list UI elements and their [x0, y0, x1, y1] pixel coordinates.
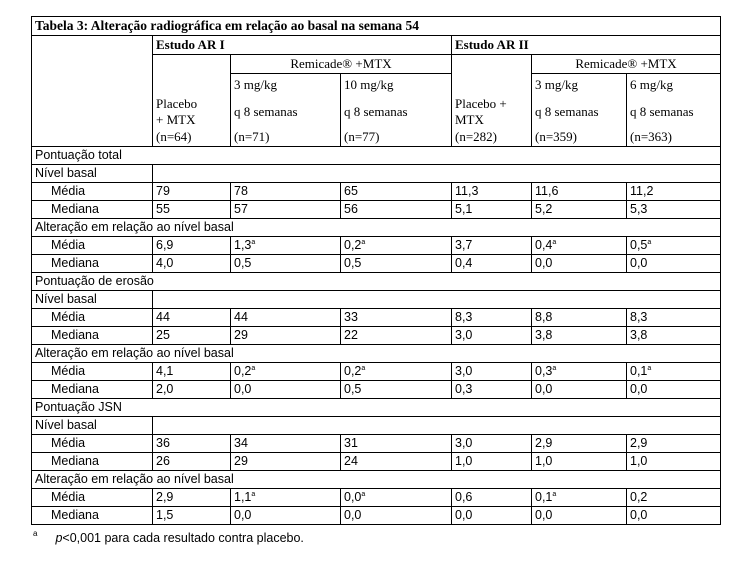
table-row [32, 309, 721, 327]
footnote-marker-ref: a [361, 365, 366, 372]
cell-value: 3,0 [455, 328, 473, 342]
value-cell [231, 201, 341, 219]
group-label: Nível basal [32, 165, 153, 183]
study-ar2-header: Estudo AR II [452, 36, 721, 55]
footnote-marker: a [33, 529, 38, 538]
group-label: Nível basal [32, 291, 153, 309]
value-cell [627, 507, 721, 525]
value-cell [452, 453, 532, 471]
footnote-marker-ref: a [552, 365, 557, 372]
footnote-marker-ref: a [552, 491, 557, 498]
value-cell [341, 309, 452, 327]
value-cell [153, 183, 231, 201]
cell-value: 3,7 [455, 238, 473, 252]
value-cell [231, 453, 341, 471]
value-cell [341, 489, 452, 507]
value-cell [341, 201, 452, 219]
study-ar1-header: Estudo AR I [153, 36, 452, 55]
group-label: Nível basal [32, 417, 153, 435]
cell-value: 0,2 [344, 238, 362, 252]
value-cell [532, 489, 627, 507]
value-cell [532, 201, 627, 219]
cell-value: 0,2 [344, 364, 362, 378]
value-cell [231, 381, 341, 399]
footnote-p: p [55, 531, 63, 545]
value-cell [627, 309, 721, 327]
value-cell [627, 327, 721, 345]
cell-value: 0,0 [455, 508, 473, 522]
cell-value: 34 [234, 436, 248, 450]
table-row [32, 255, 721, 273]
footnote-marker-ref: a [251, 491, 256, 498]
footnote-marker-ref: a [361, 491, 366, 498]
cell-value: 0,4 [455, 256, 473, 270]
cell-value: 2,9 [535, 436, 553, 450]
n-header-row [32, 128, 721, 147]
value-cell [153, 453, 231, 471]
cell-value: 2,9 [156, 490, 174, 504]
value-cell [341, 507, 452, 525]
value-cell [627, 363, 721, 381]
group-row [32, 219, 721, 237]
cell-value: 1,3 [234, 238, 252, 252]
row-label: Mediana [32, 381, 153, 399]
group-row [32, 345, 721, 363]
cell-value: 57 [234, 202, 248, 216]
cell-value: 11,2 [630, 184, 654, 198]
n-6mg-ar2: (n=363) [627, 128, 721, 147]
cell-value: 0,0 [234, 508, 252, 522]
group-label: Alteração em relação ao nível basal [32, 219, 721, 237]
col-header-3mg-ar2: 3 mg/kg q 8 semanas [532, 74, 627, 129]
row-label: Mediana [32, 327, 153, 345]
cell-value: 29 [234, 328, 248, 342]
table-row [32, 237, 721, 255]
cell-value: 29 [234, 454, 248, 468]
row-label: Média [32, 183, 153, 201]
value-cell [532, 309, 627, 327]
cell-value: 8,8 [535, 310, 553, 324]
value-cell [532, 363, 627, 381]
cell-value: 22 [344, 328, 358, 342]
value-cell [153, 237, 231, 255]
value-cell [627, 183, 721, 201]
value-cell [231, 237, 341, 255]
cell-value: 44 [156, 310, 170, 324]
col-header-10mg-ar1: 10 mg/kg q 8 semanas [341, 74, 452, 129]
value-cell [153, 435, 231, 453]
n-10mg-ar1: (n=77) [341, 128, 452, 147]
value-cell [341, 327, 452, 345]
cell-value: 1,0 [455, 454, 473, 468]
cell-value: 5,2 [535, 202, 553, 216]
value-cell [153, 381, 231, 399]
section-title: Pontuação total [32, 147, 721, 165]
value-cell [627, 201, 721, 219]
value-cell [341, 237, 452, 255]
dose-header-row [32, 74, 721, 129]
n-placebo-ar1: (n=64) [153, 128, 231, 147]
value-cell [627, 381, 721, 399]
cell-value: 0,0 [344, 508, 362, 522]
cell-value: 11,3 [455, 184, 479, 198]
section-title: Pontuação JSN [32, 399, 721, 417]
value-cell [153, 489, 231, 507]
row-label: Média [32, 489, 153, 507]
section-row [32, 399, 721, 417]
cell-value: 0,5 [344, 256, 362, 270]
footnote-marker-ref: a [552, 239, 557, 246]
value-cell [627, 255, 721, 273]
cell-value: 0,5 [630, 238, 648, 252]
value-cell [532, 381, 627, 399]
value-cell [231, 255, 341, 273]
cell-value: 1,1 [234, 490, 252, 504]
cell-value: 0,5 [234, 256, 252, 270]
value-cell [341, 255, 452, 273]
cell-value: 2,9 [630, 436, 648, 450]
row-label: Mediana [32, 201, 153, 219]
footnote [33, 531, 304, 545]
value-cell [231, 183, 341, 201]
cell-value: 56 [344, 202, 358, 216]
value-cell [231, 309, 341, 327]
cell-value: 24 [344, 454, 358, 468]
value-cell [452, 381, 532, 399]
cell-value: 4,1 [156, 364, 174, 378]
table-row [32, 327, 721, 345]
value-cell [452, 435, 532, 453]
group-row [32, 471, 721, 489]
value-cell [231, 327, 341, 345]
value-cell [341, 453, 452, 471]
cell-value: 6,9 [156, 238, 174, 252]
cell-value: 0,3 [455, 382, 473, 396]
value-cell [627, 453, 721, 471]
value-cell [341, 183, 452, 201]
value-cell [341, 363, 452, 381]
cell-value: 0,6 [455, 490, 473, 504]
cell-value: 5,3 [630, 202, 648, 216]
footnote-marker-ref: a [251, 239, 256, 246]
value-cell [153, 201, 231, 219]
cell-value: 65 [344, 184, 358, 198]
table-body [32, 147, 721, 525]
cell-value: 1,0 [630, 454, 648, 468]
cell-value: 4,0 [156, 256, 174, 270]
n-placebo-ar2: (n=282) [452, 128, 532, 147]
cell-value: 78 [234, 184, 248, 198]
table-title: Tabela 3: Alteração radiográfica em relação ao basal na semana 54 [32, 17, 721, 36]
value-cell [452, 327, 532, 345]
footnote-marker-ref: a [647, 239, 652, 246]
table-row [32, 435, 721, 453]
remicade-header-row [32, 55, 721, 74]
value-cell [153, 363, 231, 381]
row-label: Mediana [32, 255, 153, 273]
section-title: Pontuação de erosão [32, 273, 721, 291]
cell-value: 0,5 [344, 382, 362, 396]
value-cell [452, 255, 532, 273]
section-row [32, 147, 721, 165]
n-3mg-ar1: (n=71) [231, 128, 341, 147]
group-row [32, 291, 721, 309]
cell-value: 0,2 [630, 490, 648, 504]
cell-value: 79 [156, 184, 170, 198]
cell-value: 0,0 [234, 382, 252, 396]
cell-value: 55 [156, 202, 170, 216]
table-row [32, 507, 721, 525]
cell-value: 0,0 [630, 508, 648, 522]
value-cell [627, 435, 721, 453]
cell-value: 3,0 [455, 436, 473, 450]
cell-value: 8,3 [455, 310, 473, 324]
table-row [32, 381, 721, 399]
cell-value: 3,8 [630, 328, 648, 342]
cell-value: 0,0 [535, 256, 553, 270]
footnote-marker-ref: a [647, 365, 652, 372]
col-header-3mg-ar1: 3 mg/kg q 8 semanas [231, 74, 341, 129]
row-label: Média [32, 435, 153, 453]
value-cell [532, 255, 627, 273]
title-row [32, 17, 721, 36]
table-row [32, 489, 721, 507]
cell-value: 11,6 [535, 184, 559, 198]
value-cell [532, 453, 627, 471]
row-label: Média [32, 237, 153, 255]
value-cell [231, 507, 341, 525]
cell-value: 0,0 [535, 382, 553, 396]
cell-value: 1,5 [156, 508, 174, 522]
value-cell [452, 507, 532, 525]
value-cell [532, 435, 627, 453]
cell-value: 1,0 [535, 454, 553, 468]
value-cell [532, 327, 627, 345]
cell-value: 25 [156, 328, 170, 342]
footnote-text: <0,001 para cada resultado contra placebo. [62, 531, 304, 545]
value-cell [341, 381, 452, 399]
cell-value: 44 [234, 310, 248, 324]
value-cell [153, 255, 231, 273]
value-cell [627, 489, 721, 507]
row-label: Média [32, 363, 153, 381]
cell-value: 3,8 [535, 328, 553, 342]
cell-value: 36 [156, 436, 170, 450]
cell-value: 8,3 [630, 310, 648, 324]
col-header-6mg-ar2: 6 mg/kg q 8 semanas [627, 74, 721, 129]
value-cell [341, 435, 452, 453]
value-cell [153, 507, 231, 525]
value-cell [153, 327, 231, 345]
cell-value: 0,1 [535, 490, 553, 504]
table-row [32, 453, 721, 471]
cell-value: 0,0 [344, 490, 362, 504]
table-row [32, 183, 721, 201]
value-cell [452, 363, 532, 381]
radiographic-change-table [31, 16, 721, 525]
table-row [32, 363, 721, 381]
cell-value: 2,0 [156, 382, 174, 396]
cell-value: 0,0 [630, 256, 648, 270]
value-cell [532, 507, 627, 525]
value-cell [231, 489, 341, 507]
col-header-placebo-ar1: Placebo + MTX [156, 96, 198, 127]
section-row [32, 273, 721, 291]
cell-value: 5,1 [455, 202, 473, 216]
cell-value: 33 [344, 310, 358, 324]
value-cell [153, 309, 231, 327]
value-cell [532, 237, 627, 255]
remicade-ar2-header: Remicade® +MTX [532, 55, 721, 74]
value-cell [532, 183, 627, 201]
n-3mg-ar2: (n=359) [532, 128, 627, 147]
cell-value: 26 [156, 454, 170, 468]
col-header-placebo-ar2: Placebo + MTX [455, 96, 507, 127]
remicade-ar1-header: Remicade® +MTX [231, 55, 452, 74]
row-label: Mediana [32, 453, 153, 471]
group-label: Alteração em relação ao nível basal [32, 471, 721, 489]
value-cell [452, 309, 532, 327]
value-cell [452, 183, 532, 201]
cell-value: 0,4 [535, 238, 553, 252]
cell-value: 0,3 [535, 364, 553, 378]
value-cell [231, 363, 341, 381]
value-cell [452, 201, 532, 219]
group-label: Alteração em relação ao nível basal [32, 345, 721, 363]
value-cell [627, 237, 721, 255]
cell-value: 0,0 [630, 382, 648, 396]
row-label: Mediana [32, 507, 153, 525]
cell-value: 0,2 [234, 364, 252, 378]
cell-value: 0,1 [630, 364, 648, 378]
value-cell [452, 489, 532, 507]
group-row [32, 165, 721, 183]
cell-value: 0,0 [535, 508, 553, 522]
value-cell [452, 237, 532, 255]
study-header-row [32, 36, 721, 55]
row-label: Média [32, 309, 153, 327]
value-cell [231, 435, 341, 453]
cell-value: 31 [344, 436, 358, 450]
group-row [32, 417, 721, 435]
cell-value: 3,0 [455, 364, 473, 378]
footnote-marker-ref: a [251, 365, 256, 372]
footnote-marker-ref: a [361, 239, 366, 246]
table-row [32, 201, 721, 219]
